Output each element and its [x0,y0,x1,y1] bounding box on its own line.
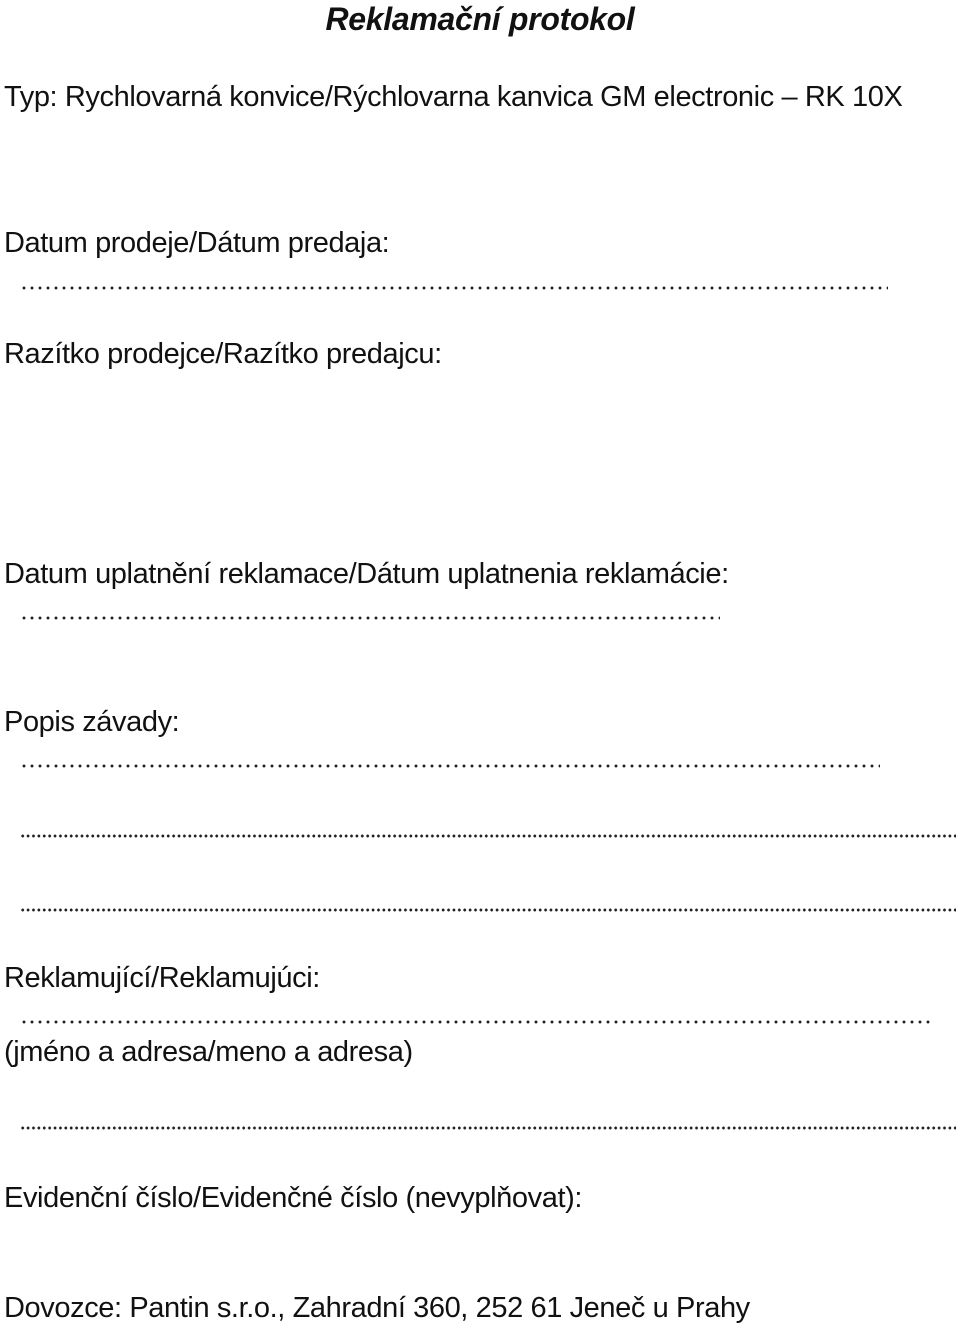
product-type-line: Typ: Rychlovarná konvice/Rýchlovarna kanvica GM electronic – RK 10X [4,81,903,113]
defect-fill-line-2 [20,833,956,839]
claim-date-label: Datum uplatnění reklamace/Dátum uplatnenia reklamácie: [4,558,729,590]
record-number-label: Evidenční číslo/Evidenčné číslo (nevyplňovat): [4,1182,583,1214]
claimant-address-fill-line [20,1125,956,1131]
seller-stamp-label: Razítko prodejce/Razítko predajcu: [4,338,442,370]
claimant-fill-line [20,1019,932,1025]
defect-fill-line-1 [20,763,880,769]
defect-fill-line-3 [20,907,956,913]
sale-date-label: Datum prodeje/Dátum predaja: [4,227,390,259]
claim-date-fill-line [20,615,720,621]
importer-line: Dovozce: Pantin s.r.o., Zahradní 360, 252 61 Jeneč u Prahy [4,1292,750,1324]
defect-description-label: Popis závady: [4,706,180,738]
sale-date-fill-line [20,285,888,291]
claimant-label: Reklamující/Reklamujúci: [4,962,320,994]
form-title: Reklamační protokol [325,1,635,37]
claimant-hint: (jméno a adresa/meno a adresa) [4,1036,413,1068]
